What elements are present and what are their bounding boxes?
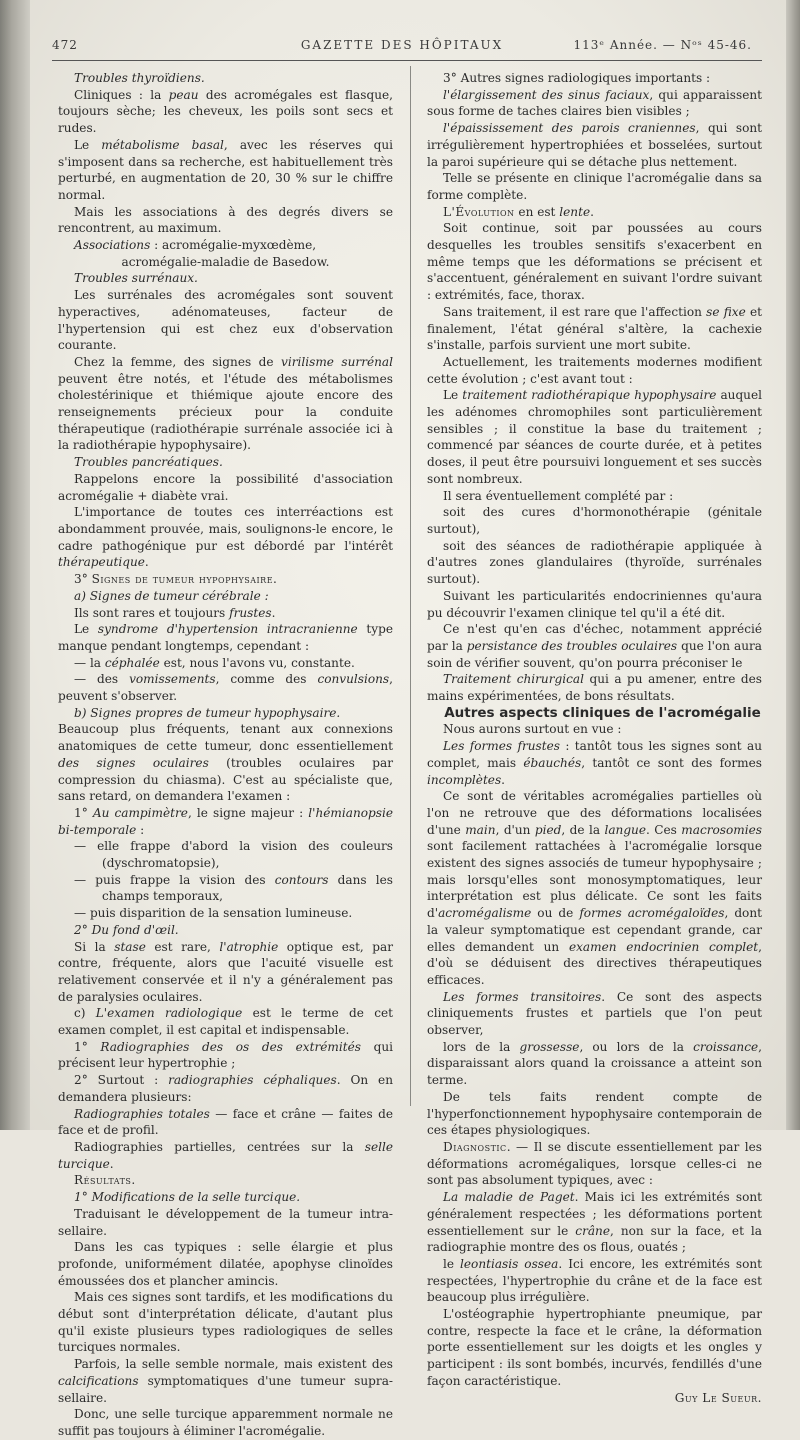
text: , peuvent s'observer. bbox=[58, 672, 393, 704]
text: Si la bbox=[74, 939, 115, 954]
text: Mais les associations à des degrés divers se rencontrent, au maximum. bbox=[58, 204, 393, 236]
text: Chez la femme, des signes de bbox=[74, 354, 282, 369]
text: lente bbox=[559, 204, 591, 219]
scan-edge-right bbox=[786, 0, 800, 1130]
text: l'hémianopsie bi-temporale bbox=[58, 805, 393, 837]
paragraph bbox=[58, 655, 393, 672]
text: Actuellement, les traitements modernes modifient cette évolution ; c'est avant tout : bbox=[427, 354, 762, 386]
paragraph bbox=[58, 1289, 393, 1356]
section-heading: Résultats. bbox=[74, 1173, 136, 1188]
paragraph bbox=[58, 1139, 393, 1172]
text: Ils sont rares et toujours bbox=[74, 605, 230, 620]
text: type manque pendant longtemps, cependant : bbox=[58, 622, 393, 653]
text: . — Il se discute essentiellement par les déformations acromégaliques, lorsque celles-ci ne sont pas absolument typiques, avec : bbox=[427, 1140, 762, 1188]
text: acromégalisme bbox=[438, 906, 532, 921]
paragraph bbox=[427, 87, 762, 120]
paragraph bbox=[427, 220, 762, 304]
text: Telle se présente en clinique l'acromégalie dans sa forme complète. bbox=[427, 171, 762, 202]
text: ébauchés bbox=[523, 755, 582, 770]
text: — puis frappe la vision des bbox=[74, 872, 275, 887]
text: Le bbox=[74, 137, 102, 152]
text: soit des cures d'hormonothérapie (génitale surtout), bbox=[427, 505, 762, 536]
paragraph bbox=[58, 137, 393, 204]
text: Mais ces signes sont tardifs, et les modifications du début sont d'interprétation délicate, d'autant plus qu'il existe plusieurs types radiologiques de selles turciques normales. bbox=[58, 1290, 393, 1355]
paragraph bbox=[427, 1039, 762, 1089]
paragraph bbox=[58, 1239, 393, 1289]
text: macrosomies bbox=[681, 822, 762, 837]
header-rule bbox=[52, 60, 762, 61]
text: . Ici encore, les extrémités sont respectées, l'hypertrophie du crâne et de la face est beaucoup plus irrégulière. bbox=[427, 1256, 763, 1305]
text: , de la bbox=[561, 822, 605, 837]
text: Le bbox=[443, 388, 463, 403]
paragraph bbox=[427, 504, 762, 537]
subheading: 1° Modifications de la selle turcique. bbox=[74, 1190, 301, 1205]
text: — face et crâne — faites de face et de profil. bbox=[58, 1106, 393, 1138]
text: céphalée bbox=[104, 655, 160, 670]
text: vomissements bbox=[129, 672, 216, 687]
subheading: Troubles thyroïdiens. bbox=[74, 71, 205, 85]
paragraph bbox=[58, 454, 393, 471]
paragraph bbox=[58, 1189, 393, 1206]
text: incomplètes bbox=[427, 772, 502, 787]
section-heading: L'Évolution bbox=[443, 204, 515, 219]
text: peuvent être notés, et l'étude des métabolismes cholestérinique et thiémique ajoute encore des renseignements précieux pour la conduite thérapeutique (radiothérapie surrénale associée ici à la radiothérapie hypophysaire). bbox=[58, 371, 393, 453]
text: traitement radiothérapique hypophysaire bbox=[462, 388, 717, 403]
paragraph bbox=[427, 70, 762, 87]
paragraph bbox=[58, 70, 393, 87]
text: optique est, par contre, fréquente, alors que l'acuité visuelle est relativement conservée et il n'y a généralement pas de paralysies oculaires. bbox=[58, 939, 393, 1004]
text: Nous aurons surtout en vue : bbox=[443, 722, 622, 737]
paragraph bbox=[427, 354, 762, 387]
text: Traitement chirurgical bbox=[443, 672, 584, 687]
section-heading: Diagnostic bbox=[443, 1140, 507, 1154]
text: 3° bbox=[74, 572, 92, 587]
paragraph bbox=[58, 588, 393, 605]
author-signature bbox=[427, 1390, 762, 1407]
paragraph bbox=[427, 671, 762, 704]
text: et finalement, l'état général s'altère, la cachexie s'installe, parfois survient une mort subite. bbox=[427, 304, 762, 353]
text: virilisme surrénal bbox=[281, 354, 394, 369]
text: : bbox=[136, 822, 145, 837]
column-divider bbox=[410, 66, 411, 1106]
text: soit des séances de radiothérapie appliquée à d'autres zones glandulaires (thyroïde, surrénales surtout). bbox=[427, 538, 762, 587]
text: radiographies céphaliques bbox=[168, 1073, 337, 1088]
text: stase bbox=[114, 939, 146, 954]
paragraph bbox=[427, 538, 762, 588]
text: , ou lors de la bbox=[579, 1039, 694, 1054]
paragraph bbox=[58, 705, 393, 722]
text: Ce sont de véritables acromégalies partielles où l'on ne retrouve que des déformations localisées d'une bbox=[427, 789, 762, 837]
left-column bbox=[58, 70, 393, 1440]
text: , tantôt ce sont des formes bbox=[581, 755, 763, 770]
text: acromégalie-maladie de Basedow. bbox=[121, 254, 330, 269]
paragraph bbox=[427, 204, 762, 221]
subheading: 2° Du fond d'œil. bbox=[74, 922, 179, 937]
paragraph bbox=[427, 788, 762, 988]
text: en est bbox=[514, 204, 560, 219]
text: De tels faits rendent compte de l'hyperfonctionnement hypophysaire contemporain de ces étapes physiologiques. bbox=[427, 1089, 762, 1138]
text: Il sera éventuellement complété par : bbox=[443, 488, 674, 503]
text: Rappelons encore la possibilité d'association acromégalie + diabète vrai. bbox=[58, 471, 393, 503]
paragraph bbox=[58, 905, 393, 922]
paragraph bbox=[427, 488, 762, 505]
subheading: Troubles pancréatiques. bbox=[74, 455, 223, 470]
text: selle turcique bbox=[58, 1140, 393, 1171]
paragraph bbox=[58, 922, 393, 939]
text: l'épaississement des parois craniennes bbox=[443, 121, 696, 136]
text: dans les champs temporaux, bbox=[102, 872, 393, 904]
text: le bbox=[443, 1256, 461, 1271]
text: formes acromégaloïdes bbox=[579, 906, 725, 921]
text: , le signe majeur : bbox=[187, 805, 309, 820]
text: — la bbox=[74, 655, 105, 670]
paragraph bbox=[58, 287, 393, 354]
text: l'atrophie bbox=[219, 939, 279, 954]
text: L'importance de toutes ces interréactions est abondamment prouvée, mais, soulignons-le encore, le cadre pathogénique pur est débordé par l'intérêt bbox=[58, 505, 393, 553]
paragraph bbox=[58, 1106, 393, 1139]
text: . Ce sont des aspects cliniquements frustes et partiels que l'on peut observer, bbox=[427, 989, 762, 1038]
text: lors de la bbox=[443, 1039, 520, 1054]
text: Soit continue, soit par poussées au cours desquelles les troubles sensitifs s'exacerbent en même temps que les déformations se précisent et s'accentuent, généralement en suivant l'ordre suivant : extrémités, face, thorax. bbox=[427, 221, 762, 303]
text: . On en demandera plusieurs: bbox=[58, 1073, 393, 1104]
text: . bbox=[109, 1156, 114, 1171]
text: convulsions bbox=[317, 672, 390, 687]
text: Guy Le Sueur. bbox=[674, 1390, 762, 1405]
text: , avec les réserves qui s'imposent dans sa recherche, est habituellement très perturbé, en augmentation de 20, 30 % sur le chiffre normal. bbox=[58, 137, 393, 202]
paragraph bbox=[58, 838, 393, 871]
text: Beaucoup plus fréquents, tenant aux connexions anatomiques de cette tumeur, donc essentiellement bbox=[58, 722, 393, 754]
text: , comme des bbox=[215, 672, 318, 687]
text: Ce n'est qu'en cas d'échec, notamment apprécié par la bbox=[427, 622, 762, 653]
subheading: a) Signes de tumeur cérébrale : bbox=[74, 588, 269, 603]
paragraph bbox=[427, 738, 762, 788]
text: , disparaissant alors quand la croissance a atteint son terme. bbox=[427, 1039, 762, 1088]
text: . bbox=[271, 605, 276, 620]
journal-title: GAZETTE DES HÔPITAUX bbox=[300, 38, 504, 52]
paragraph bbox=[58, 504, 393, 571]
text: ou de bbox=[531, 906, 580, 921]
text: — des bbox=[74, 672, 130, 687]
paragraph bbox=[58, 1005, 393, 1038]
paragraph bbox=[58, 721, 393, 805]
text: symptomatiques d'une tumeur supra-sellaire. bbox=[58, 1373, 393, 1405]
text: — elle frappe d'abord la vision des couleurs (dyschromatopsie), bbox=[74, 839, 393, 871]
paragraph bbox=[58, 1356, 393, 1406]
text: , dont la valeur symptomatique est cependant grande, car elles demandent un bbox=[427, 906, 762, 954]
text: auquel les adénomes chromophiles sont particulièrement sensibles ; il constitue la base du traitement ; commencé par séances de courte durée, et à petites doses, il peut être poursuivi longuement et ses succès sont nombreux. bbox=[427, 388, 762, 486]
paragraph bbox=[427, 588, 762, 621]
text: — puis disparition de la sensation lumineuse. bbox=[74, 906, 353, 921]
paragraph bbox=[427, 1306, 762, 1390]
paragraph bbox=[58, 872, 393, 905]
text: 1° bbox=[74, 805, 93, 820]
text: l'élargissement des sinus faciaux bbox=[443, 87, 650, 102]
text: . bbox=[144, 555, 149, 570]
text: peau bbox=[168, 87, 199, 102]
scan-edge-left bbox=[0, 0, 30, 1130]
text: frustes bbox=[229, 605, 272, 620]
paragraph bbox=[427, 1256, 762, 1306]
page-number: 472 bbox=[52, 38, 78, 52]
subheading: b) Signes propres de tumeur hypophysaire. bbox=[74, 705, 341, 720]
text: Donc, une selle turcique apparemment normale ne suffit pas toujours à éliminer l'acromégalie. bbox=[58, 1407, 393, 1438]
text: main bbox=[465, 822, 496, 837]
text: que l'on aura soin de vérifier souvent, qu'on pourra préconiser le bbox=[427, 638, 762, 670]
paragraph bbox=[58, 1172, 393, 1189]
text: persistance des troubles oculaires bbox=[466, 638, 678, 653]
paragraph bbox=[58, 805, 393, 838]
text: croissance bbox=[693, 1039, 759, 1054]
text: se fixe bbox=[706, 304, 746, 319]
text: L'ostéographie hypertrophiante pneumique, par contre, respecte la face et le crâne, la déformation porte essentiellement sur les doigts et les ongles y participent : ils sont bombés, incurvés, fendillés d'une façon caractéristique. bbox=[427, 1307, 762, 1388]
paragraph bbox=[58, 671, 393, 704]
text: : acromégalie-myxœdème, bbox=[150, 238, 317, 253]
text: . bbox=[501, 772, 506, 787]
text: , qui sont irrégulièrement hypertrophiées et bosselées, surtout la paroi supérieure qui se détache plus nettement. bbox=[427, 121, 762, 169]
paragraph bbox=[58, 87, 393, 137]
paragraph bbox=[58, 471, 393, 504]
text: Suivant les particularités endocriniennes qu'aura pu découvrir l'examen clinique tel qu'il a été dit. bbox=[427, 588, 762, 620]
paragraph bbox=[58, 1406, 393, 1439]
running-header bbox=[52, 38, 752, 58]
text: , non sur la face, et la radiographie montre des os flous, ouatés ; bbox=[427, 1223, 762, 1255]
text: Cliniques : la bbox=[74, 87, 169, 102]
text: des acromégales est flasque, toujours sèche; les cheveux, les poils sont secs et rudes. bbox=[58, 87, 393, 136]
text: langue bbox=[604, 822, 647, 837]
text: sont facilement rattachées à l'acromégalie lorsque existent des signes associés de tumeur hypophysaire ; mais lorsqu'elles sont monosymptomatiques, leur interprétation est plus délicate. Ce sont les faits d' bbox=[427, 839, 762, 921]
text: grossesse bbox=[519, 1039, 580, 1054]
paragraph bbox=[58, 354, 393, 454]
text: Radiographies des os des extrémités bbox=[100, 1039, 361, 1054]
text: examen endocrinien complet bbox=[568, 939, 759, 954]
text: contours bbox=[274, 872, 329, 887]
text: Traduisant le développement de la tumeur intra-sellaire. bbox=[58, 1206, 393, 1238]
paragraph bbox=[58, 1039, 393, 1072]
text: . bbox=[590, 204, 594, 219]
paragraph bbox=[427, 1089, 762, 1139]
text: 3° Autres signes radiologiques importants : bbox=[443, 71, 711, 85]
text: Les formes transitoires bbox=[443, 989, 602, 1004]
right-column bbox=[427, 70, 762, 1406]
text: pied bbox=[534, 822, 562, 837]
section-title: Autres aspects cliniques de l'acromégalie bbox=[444, 704, 761, 721]
text: (troubles oculaires par compression du chiasma). C'est au spécialiste que, sans retard, on demandera l'examen : bbox=[58, 755, 393, 804]
text: Les surrénales des acromégales sont souvent hyperactives, adénomateuses, facteur de l'hypertension qui est chez eux d'observation courante. bbox=[58, 288, 393, 353]
text: : tantôt tous les signes sont au complet, mais bbox=[427, 739, 762, 770]
paragraph bbox=[427, 1139, 762, 1189]
paragraph bbox=[58, 571, 393, 588]
text: , d'un bbox=[495, 822, 535, 837]
text: thérapeutique bbox=[58, 555, 145, 570]
text: , qui apparaissent sous forme de taches claires bien visibles ; bbox=[427, 87, 762, 119]
text: 1° bbox=[74, 1039, 101, 1054]
text: 2° Surtout : bbox=[74, 1073, 169, 1088]
text: , d'où se déduisent des directives thérapeutiques efficaces. bbox=[427, 939, 762, 987]
issue-info: 113ᵉ Année. — Nᵒˢ 45-46. bbox=[573, 38, 752, 52]
text: La maladie de Paget bbox=[443, 1190, 575, 1205]
text: Associations bbox=[74, 238, 151, 253]
paragraph bbox=[427, 621, 762, 671]
text: qui a pu amener, entre des mains expérimentées, de bons résultats. bbox=[427, 672, 762, 704]
text: . Mais ici les extrémités sont généralement respectées ; les déformations portent essentiellement sur le bbox=[427, 1190, 762, 1238]
section-heading: Signes de tumeur hypophysaire bbox=[91, 572, 274, 587]
paragraph bbox=[58, 237, 393, 254]
paragraph bbox=[427, 120, 762, 170]
paragraph bbox=[427, 387, 762, 487]
paragraph bbox=[427, 304, 762, 354]
text: c) bbox=[74, 1006, 96, 1021]
paragraph bbox=[58, 1072, 393, 1105]
text: Dans les cas typiques : selle élargie et plus profonde, uniformément dilatée, apophyse clinoïdes émoussées dos et plancher amincis. bbox=[58, 1240, 393, 1288]
paragraph bbox=[427, 989, 762, 1039]
text: Les formes frustes bbox=[443, 739, 560, 754]
text: Au campimètre bbox=[92, 805, 188, 820]
text: . bbox=[273, 572, 277, 587]
paragraph bbox=[427, 721, 762, 738]
text: Radiographies partielles, centrées sur la bbox=[74, 1140, 365, 1154]
paragraph bbox=[427, 1189, 762, 1256]
text: Sans traitement, il est rare que l'affection bbox=[443, 304, 707, 319]
text: Le bbox=[74, 622, 98, 637]
paragraph bbox=[427, 170, 762, 203]
paragraph bbox=[58, 270, 393, 287]
paragraph bbox=[58, 1206, 393, 1239]
text: syndrome d'hypertension intracranienne bbox=[97, 622, 358, 637]
text: leontiasis ossea bbox=[460, 1256, 559, 1271]
paragraph bbox=[58, 621, 393, 654]
text: est rare, bbox=[145, 939, 220, 954]
paragraph bbox=[58, 605, 393, 622]
text: des signes oculaires bbox=[58, 755, 209, 770]
text: qui précisent leur hypertrophie ; bbox=[58, 1039, 394, 1071]
paragraph bbox=[58, 254, 393, 271]
paragraph bbox=[58, 939, 393, 1006]
text: L'examen radiologique bbox=[95, 1006, 243, 1021]
subheading: Troubles surrénaux. bbox=[74, 271, 198, 286]
text: Parfois, la selle semble normale, mais existent des bbox=[74, 1357, 393, 1372]
paragraph bbox=[58, 204, 393, 237]
text: est le terme de cet examen complet, il est capital et indispensable. bbox=[58, 1006, 393, 1038]
text: calcifications bbox=[58, 1373, 139, 1388]
text: métabolisme basal bbox=[101, 137, 224, 152]
text: est, nous l'avons vu, constante. bbox=[159, 655, 355, 670]
text: . Ces bbox=[646, 822, 682, 837]
text: Radiographies totales bbox=[74, 1106, 210, 1121]
text: crâne bbox=[575, 1223, 611, 1238]
